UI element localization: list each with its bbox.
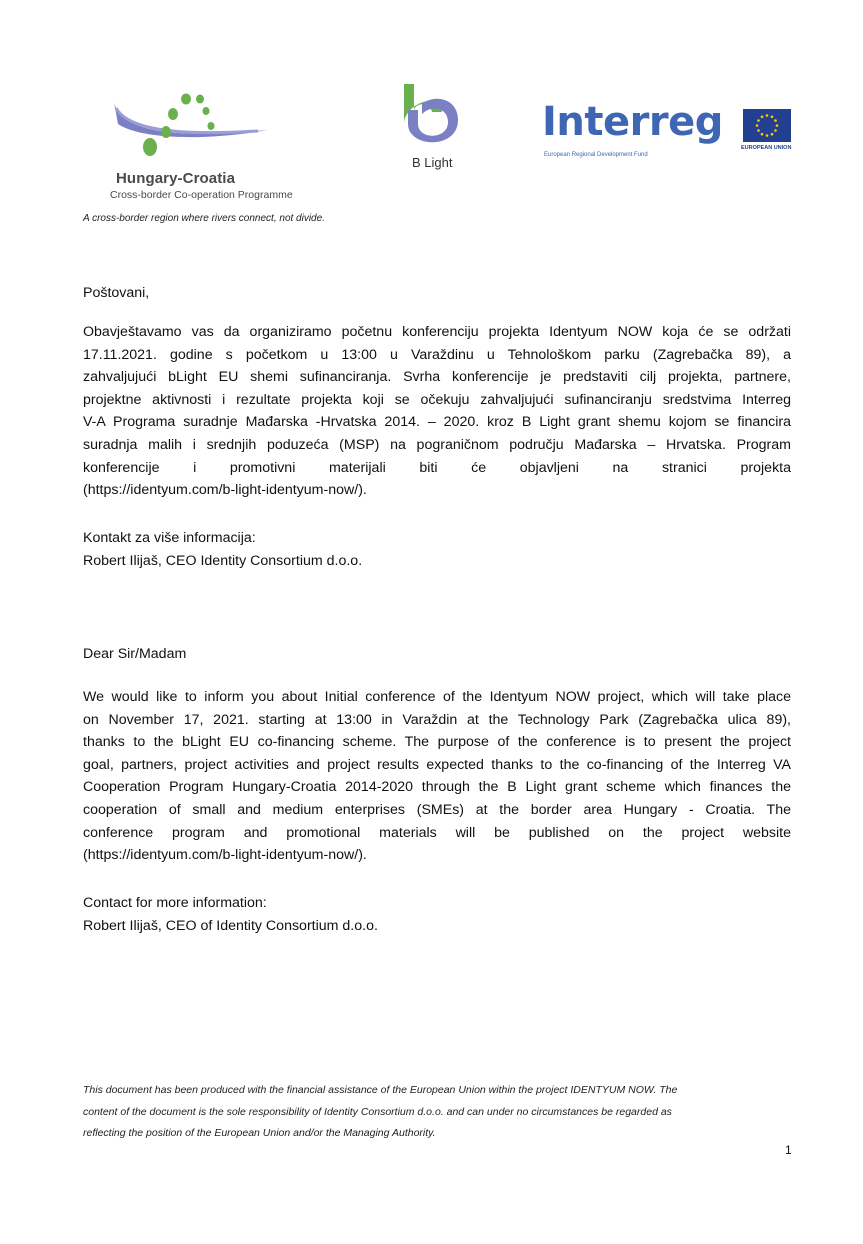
en-paragraph-line: cooperation of small and medium enterprises (SMEs) at the border area Hungary - Croatia. The — [83, 801, 791, 818]
hr-paragraph-line: 17.11.2021. godine s početkom u 13:00 u Varaždinu u Tehnološkom parku (Zagrebačka 89), a — [83, 346, 791, 363]
en-paragraph — [83, 686, 791, 867]
hr-salutation: Poštovani, — [83, 285, 150, 301]
hr-paragraph-line: zahvaljujući bLight EU shemi sufinanciranja. Svrha konferencije je predstaviti cilj projekta, partnere, — [83, 369, 791, 386]
hr-paragraph-line: V-A Programa suradnje Mađarska -Hrvatska 2014. – 2020. kroz B Light grant shemu kojom se financira — [83, 414, 791, 431]
hr-contact-person: Robert Ilijaš, CEO Identity Consortium d.o.o. — [83, 553, 363, 569]
hungary-croatia-logo-name: Hungary-Croatia — [116, 170, 236, 187]
hr-paragraph-line: suradnja malih i srednjih poduzeća (MSP) na pograničnom području Mađarska – Hrvatska. Program — [83, 436, 791, 453]
page-number: 1 — [785, 1143, 792, 1157]
footer-line: content of the document is the sole responsibility of Identity Consortium d.o.o. and can under no circumstances be regarded as — [83, 1105, 672, 1118]
hr-paragraph-line: Obavještavamo vas da organiziramo početnu konferenciju projekta Identyum NOW koja će se održati — [83, 324, 791, 340]
en-contact-person: Robert Ilijaš, CEO of Identity Consortium d.o.o. — [83, 918, 378, 934]
eu-caption: EUROPEAN UNION — [741, 145, 792, 151]
en-paragraph-line: goal, partners, project activities and project results expected thanks to the co-financing of the Interreg VA — [83, 756, 791, 773]
hr-contact-label: Kontakt za više informacija: — [83, 530, 256, 546]
en-paragraph-line: thanks to the bLight EU co-financing scheme. The purpose of the conference is to present the project — [83, 734, 791, 751]
interreg-logo-word: Interreg — [542, 99, 723, 145]
en-paragraph-line: (https://identyum.com/b-light-identyum-now/). — [83, 847, 367, 864]
footer-line: reflecting the position of the European Union and/or the Managing Authority. — [83, 1127, 436, 1139]
footer-disclaimer — [83, 1080, 793, 1145]
hr-paragraph-line: (https://identyum.com/b-light-identyum-now/). — [83, 482, 367, 499]
eu-flag-icon — [743, 109, 791, 142]
hr-paragraph-line: projektne aktivnosti i rezultate projekta koji se očekuju zahvaljujući sufinanciranju sredstvima Interreg — [83, 391, 791, 408]
b-light-logo — [396, 80, 468, 175]
en-salutation: Dear Sir/Madam — [83, 646, 187, 662]
b-light-emblem-icon — [396, 80, 468, 152]
en-paragraph-line: on November 17, 2021. starting at 13:00 in Varaždin at the Technology Park (Zagrebačka ulica 89), — [83, 711, 791, 728]
en-paragraph-line: We would like to inform you about Initial conference of the Identyum NOW project, which will take place — [83, 689, 791, 705]
b-light-logo-text: B Light — [412, 155, 453, 170]
hr-paragraph — [83, 321, 791, 502]
en-paragraph-line: conference program and promotional materials will be published on the project website — [83, 824, 791, 841]
interreg-fund-caption: European Regional Development Fund — [544, 152, 648, 158]
interreg-logo — [542, 99, 802, 165]
en-contact-label: Contact for more information: — [83, 895, 267, 911]
programme-tagline: A cross-border region where rivers connect, not divide. — [83, 213, 325, 224]
hungary-croatia-logo-subtitle: Cross-border Co-operation Programme — [110, 189, 293, 201]
hungary-croatia-logo — [108, 90, 298, 208]
hungary-croatia-emblem-icon — [108, 90, 298, 170]
footer-line: This document has been produced with the financial assistance of the European Union within the project IDENTYUM NOW. The — [83, 1084, 678, 1096]
en-paragraph-line: Cooperation Program Hungary-Croatia 2014-2020 through the B Light grant scheme which finances the — [83, 779, 791, 796]
hr-paragraph-line: konferencije i promotivni materijali biti će objavljeni na stranici projekta — [83, 459, 791, 476]
